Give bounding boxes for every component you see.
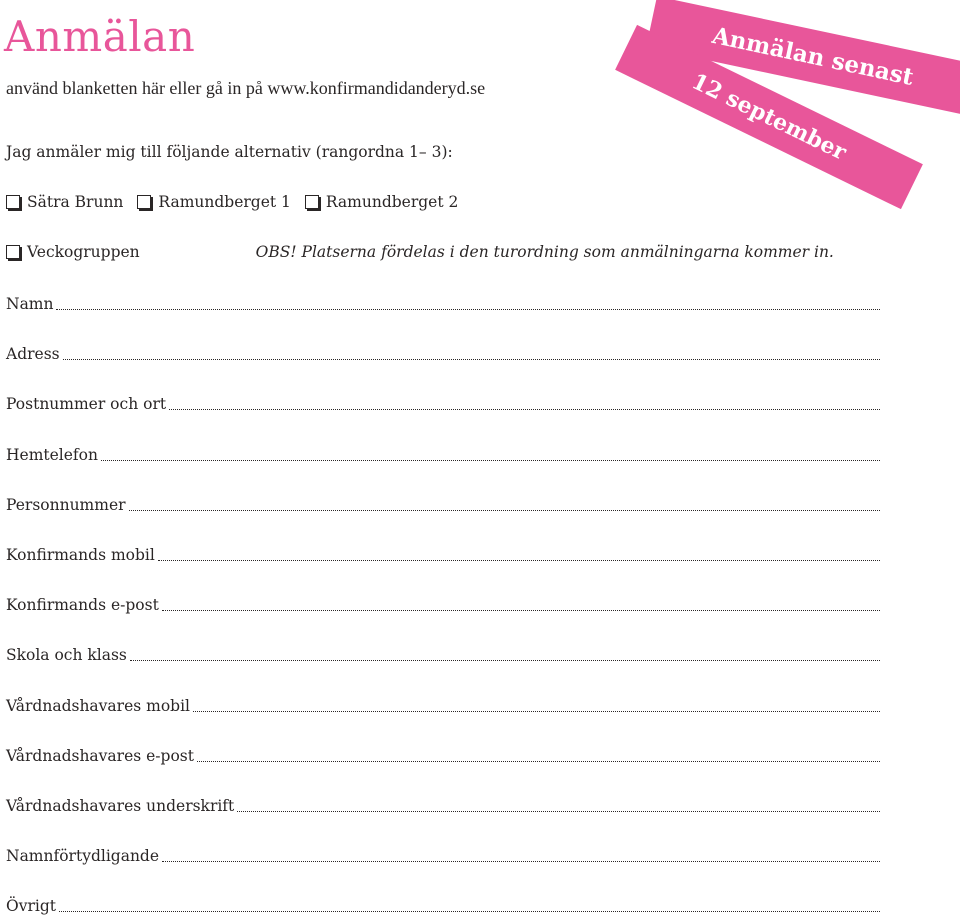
deadline-banner-text: Anmälan senast [709, 21, 917, 91]
skola-input-line[interactable] [130, 642, 880, 661]
page-title: Anmälan [4, 12, 196, 61]
field-label: Namnförtydligande [6, 847, 160, 866]
field-konfirmands-epost [6, 566, 880, 616]
namn-input-line[interactable] [56, 291, 880, 310]
postnummer-input-line[interactable] [169, 391, 880, 410]
konfirmands-epost-input-line[interactable] [162, 592, 880, 611]
option-satra-brunn[interactable] [6, 191, 123, 213]
field-label: Adress [6, 345, 60, 364]
field-personnummer [6, 466, 880, 516]
checkbox-icon[interactable] [6, 245, 20, 259]
field-vardnadshavares-underskrift [6, 767, 880, 817]
underskrift-input-line[interactable] [237, 793, 880, 812]
ovrigt-input-line[interactable] [59, 893, 880, 912]
checkbox-icon[interactable] [6, 195, 20, 209]
field-label: Namn [6, 295, 54, 313]
option-label: Ramundberget 1 [158, 193, 291, 211]
deadline-date-text: 12 september [687, 68, 851, 166]
field-label: Hemtelefon [6, 445, 98, 464]
vardnadshavares-epost-input-line[interactable] [197, 743, 880, 762]
checkbox-icon[interactable] [137, 195, 151, 209]
option-ramundberget-1[interactable] [137, 191, 290, 213]
field-ovrigt [6, 867, 880, 917]
option-label: Veckogruppen [27, 243, 140, 261]
field-postnummer-och-ort [6, 365, 880, 415]
field-namn [6, 293, 880, 315]
option-ramundberget-2[interactable] [305, 191, 458, 213]
field-label: Postnummer och ort [6, 395, 167, 414]
obs-note: OBS! Platserna fördelas i den turordning som anmälningarna kommer in. [255, 243, 834, 261]
field-vardnadshavares-mobil [6, 666, 880, 716]
field-vardnadshavares-epost [6, 717, 880, 767]
registration-form [6, 293, 880, 917]
field-label: Skola och klass [6, 646, 127, 665]
option-label: Ramundberget 2 [325, 193, 459, 211]
options-row-1 [6, 191, 472, 213]
field-konfirmands-mobil [6, 516, 880, 566]
konfirmands-mobil-input-line[interactable] [158, 542, 880, 561]
field-skola-och-klass [6, 616, 880, 666]
checkbox-icon[interactable] [305, 195, 319, 209]
field-label: Vårdnadshavares underskrift [6, 796, 235, 815]
field-label: Konfirmands mobil [6, 545, 155, 564]
field-label: Personnummer [6, 495, 126, 514]
option-veckogruppen[interactable] [6, 241, 140, 263]
option-label: Sätra Brunn [27, 193, 124, 211]
personnummer-input-line[interactable] [129, 492, 880, 511]
field-label: Konfirmands e-post [6, 596, 159, 615]
field-adress [6, 315, 880, 365]
field-hemtelefon [6, 415, 880, 465]
namnfortydligande-input-line[interactable] [162, 843, 880, 862]
hemtelefon-input-line[interactable] [101, 442, 880, 461]
adress-input-line[interactable] [63, 341, 880, 360]
field-label: Övrigt [6, 897, 56, 916]
vardnadshavares-mobil-input-line[interactable] [193, 693, 880, 712]
field-namnfortydligande [6, 817, 880, 867]
field-label: Vårdnadshavares e-post [6, 746, 194, 765]
field-label: Vårdnadshavares mobil [6, 696, 190, 715]
options-row-2 [6, 241, 834, 263]
page-subtitle: använd blanketten här eller gå in på www.konfirmandidanderyd.se [6, 78, 486, 98]
option-instruction: Jag anmäler mig till följande alternativ (rangordna 1– 3): [6, 143, 453, 161]
